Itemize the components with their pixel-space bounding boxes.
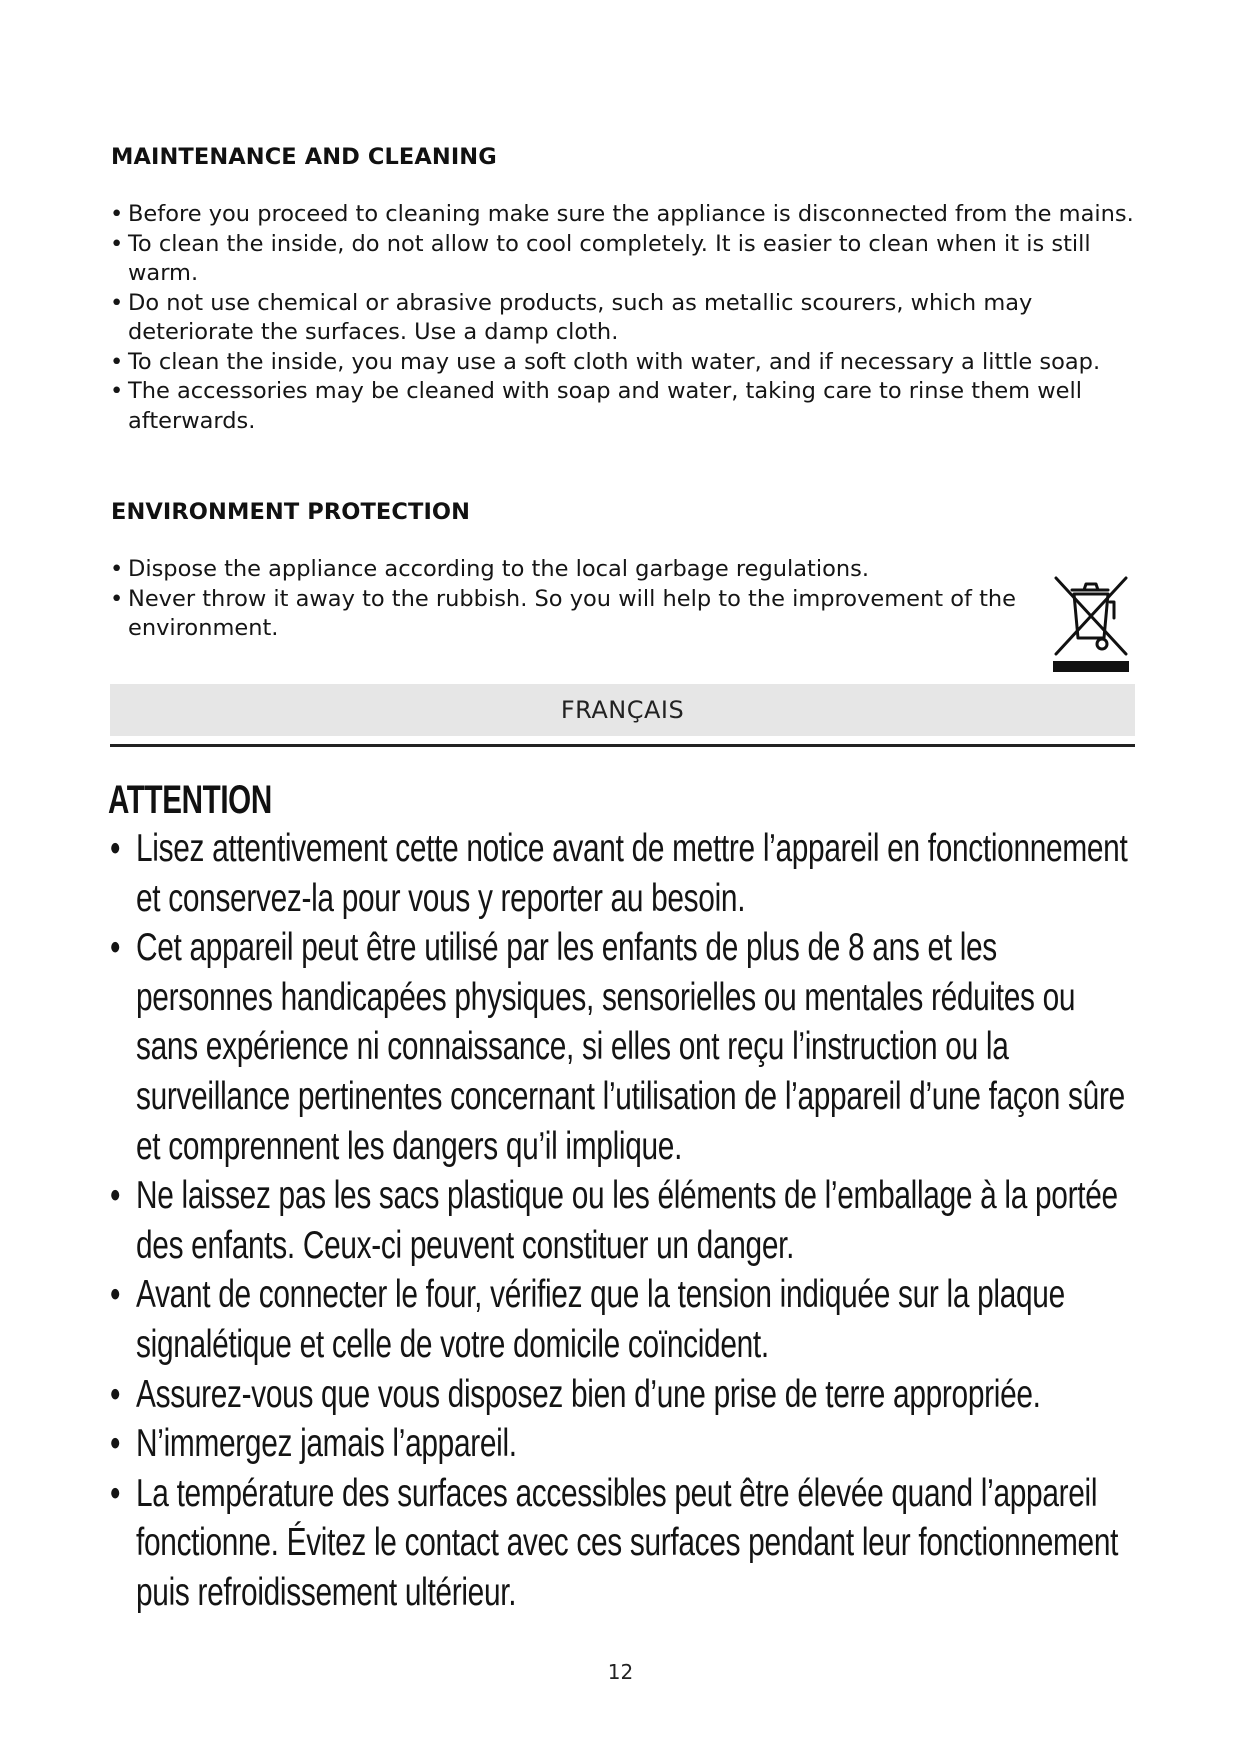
list-item: • Never throw it away to the rubbish. So you will help to the improvement of the environment. — [110, 585, 1050, 644]
list-item: • The accessories may be cleaned with soap and water, taking care to rinse them well afterwards. — [110, 377, 1150, 436]
list-item: • To clean the inside, do not allow to cool completely. It is easier to clean when it is still warm. — [110, 230, 1150, 289]
weee-underline-bar — [1053, 661, 1129, 672]
list-item: • Avant de connecter le four, vérifiez que la tension indiquée sur la plaque signalétique et celle de votre domicile coïncident. — [110, 1270, 1127, 1369]
list-item: • Dispose the appliance according to the local garbage regulations. — [110, 555, 1050, 585]
list-item: • Ne laissez pas les sacs plastique ou les éléments de l’emballage à la portée des enfants. Ceux-ci peuvent constituer un danger. — [110, 1171, 1127, 1270]
attention-title: ATTENTION — [108, 778, 272, 822]
environment-list — [110, 555, 1050, 644]
attention-list — [110, 824, 1127, 1618]
list-item: • Assurez-vous que vous disposez bien d’une prise de terre appropriée. — [110, 1370, 1127, 1420]
environment-heading: ENVIRONMENT PROTECTION — [111, 499, 471, 525]
page-number: 12 — [607, 1660, 634, 1684]
maintenance-heading: MAINTENANCE AND CLEANING — [111, 144, 497, 170]
attention-list-wrapper — [110, 824, 1127, 1618]
maintenance-list — [110, 200, 1150, 436]
list-item: • La température des surfaces accessibles peut être élevée quand l’appareil fonctionne. Évitez le contact avec ces surfaces pendant leur fonctionnement puis refroidissement ultérieur. — [110, 1469, 1127, 1618]
list-item: • Cet appareil peut être utilisé par les enfants de plus de 8 ans et les personnes handicapées physiques, sensorielles ou mentales réduites ou sans expérience ni connaissance, si elles ont reçu l’instruction ou la surveillance pertinentes concernant l’utilisation de l’appareil d’une façon sûre et comprennent les dangers qu’il implique. — [110, 923, 1127, 1171]
list-item: • Lisez attentivement cette notice avant de mettre l’appareil en fonctionnement et conservez-la pour vous y reporter au besoin. — [110, 824, 1127, 923]
language-band-rule — [110, 744, 1135, 747]
language-band: FRANÇAIS — [110, 684, 1135, 736]
list-item: • To clean the inside, you may use a soft cloth with water, and if necessary a little soap. — [110, 348, 1150, 378]
list-item: • Before you proceed to cleaning make sure the appliance is disconnected from the mains. — [110, 200, 1150, 230]
crossed-out-wheelie-bin-icon — [1050, 572, 1132, 672]
list-item: • Do not use chemical or abrasive products, such as metallic scourers, which may deteriorate the surfaces. Use a damp cloth. — [110, 289, 1150, 348]
list-item: • N’immergez jamais l’appareil. — [110, 1419, 1127, 1469]
